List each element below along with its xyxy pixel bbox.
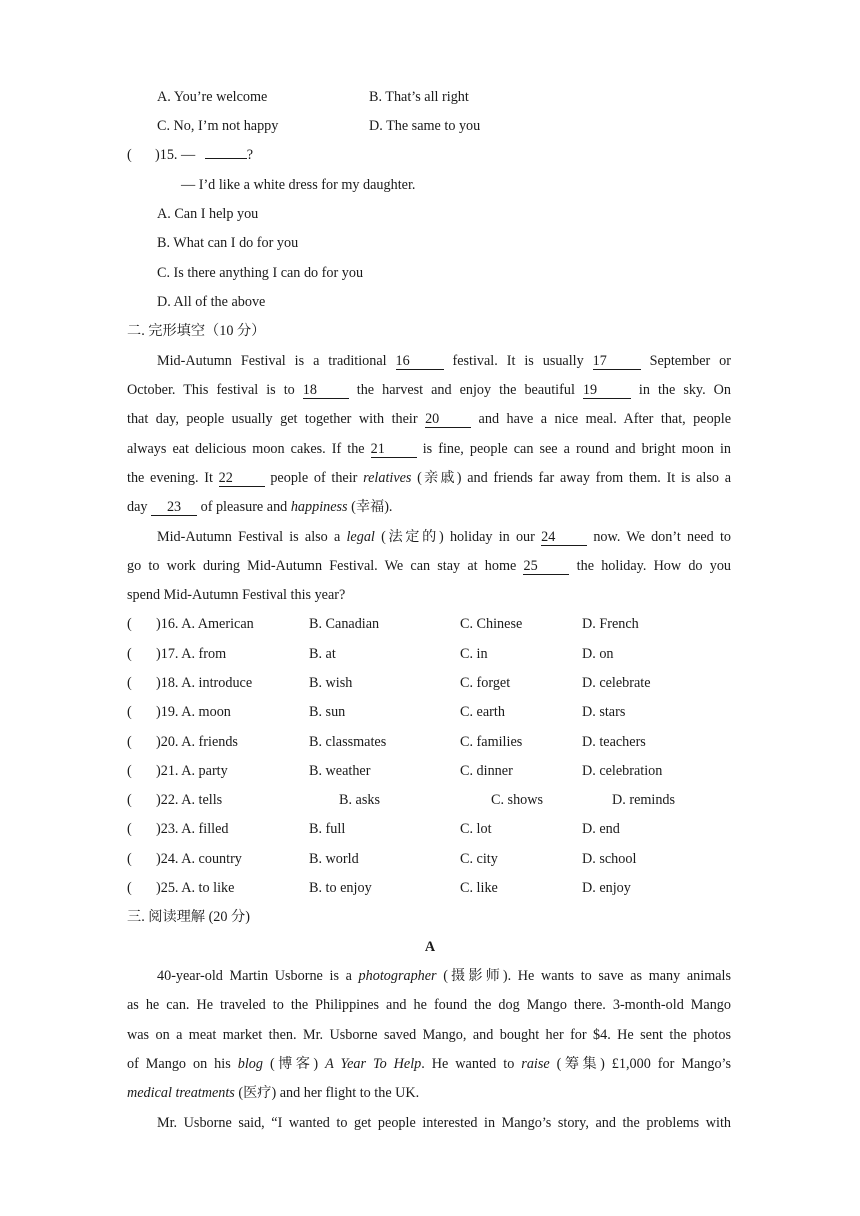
cloze-line-8: go to work during Mid-Autumn Festival. We can stay at home 25 the holiday. How do you [127,558,732,574]
blank-24: 24 [541,529,587,546]
blank-17: 17 [593,353,641,370]
cloze-line-9: spend Mid-Autumn Festival this year? [127,587,346,603]
q15-option-c: C. Is there anything I can do for you [157,265,364,281]
blank-21: 21 [371,441,417,458]
question-row: ( )18. A. introduce B. wish C. forget D. celebrate [127,675,651,691]
q15-paren: ( [127,147,132,163]
q14-option-a: A. You’re welcome [157,89,268,105]
q15-blank [205,158,247,159]
cloze-line-3: that day, people usually get together with their 20 and have a nice meal. After that, people [127,411,731,427]
reading-line-2: as he can. He traveled to the Philippines and he found the dog Mango there. 3-month-old Mango [127,997,731,1013]
question-row: ( )16. A. American B. Canadian C. Chinese D. French [127,616,639,632]
question-row: ( )19. A. moon B. sun C. earth D. stars [127,704,626,720]
blank-16: 16 [396,353,444,370]
section-2-title: 二. 完形填空（10 分） [127,323,266,339]
cloze-line-7: Mid-Autumn Festival is also a legal (法定的) holiday in our 24 now. We don’t need to [157,529,732,545]
reading-line-6: Mr. Usborne said, “I wanted to get people interested in Mango’s story, and the problems with [157,1115,731,1131]
q15-answer-line: — I’d like a white dress for my daughter. [181,177,416,193]
reading-line-3: was on a meat market then. Mr. Usborne saved Mango, and bought her for $4. He sent the photos [127,1027,731,1043]
question-row: ( )25. A. to like B. to enjoy C. like D. enjoy [127,880,631,896]
section-3-title: 三. 阅读理解 (20 分) [127,909,250,925]
question-row: ( )17. A. from B. at C. in D. on [127,646,614,662]
q15-question-mark: ? [246,147,254,163]
cloze-line-4: always eat delicious moon cakes. If the 21 is fine, people can see a round and bright moon in [127,441,732,457]
question-row: ( )23. A. filled B. full C. lot D. end [127,821,620,837]
q14-option-c: C. No, I’m not happy [157,118,279,134]
reading-line-4: of Mango on his blog (博客) A Year To Help. He wanted to raise (筹集) £1,000 for Mango’s [127,1056,731,1072]
q15-option-b: B. What can I do for you [157,235,299,251]
reading-line-5: medical treatments (医疗) and her flight to the UK. [127,1085,420,1101]
q15-option-d: D. All of the above [157,294,266,310]
cloze-line-2: October. This festival is to 18 the harvest and enjoy the beautiful 19 in the sky. On [127,382,731,398]
reading-line-1: 40-year-old Martin Usborne is a photographer (摄影师). He wants to save as many animals [157,968,731,984]
q15-option-a: A. Can I help you [157,206,259,222]
cloze-line-5: the evening. It 22 people of their relatives (亲戚) and friends far away from them. It is also a [127,470,731,486]
cloze-line-1: Mid-Autumn Festival is a traditional 16 festival. It is usually 17 September or [157,353,732,369]
question-row: ( )20. A. friends B. classmates C. families D. teachers [127,734,646,750]
q15-stem [155,146,253,164]
q14-option-b: B. That’s all right [369,89,469,105]
blank-19: 19 [583,382,631,399]
cloze-line-6: day 23 of pleasure and happiness (幸福). [127,499,393,515]
blank-25: 25 [523,558,569,575]
blank-18: 18 [303,382,349,399]
q14-option-d: D. The same to you [369,118,481,134]
blank-22: 22 [219,470,265,487]
blank-23: 23 [151,499,197,516]
blank-20: 20 [425,411,471,428]
question-row: ( )21. A. party B. weather C. dinner D. celebration [127,763,663,779]
passage-label: A [424,939,436,955]
question-row: ( )22. A. tells B. asks C. shows D. reminds [127,792,676,808]
q15-number: )15. — [155,147,196,163]
question-row: ( )24. A. country B. world C. city D. school [127,851,637,867]
